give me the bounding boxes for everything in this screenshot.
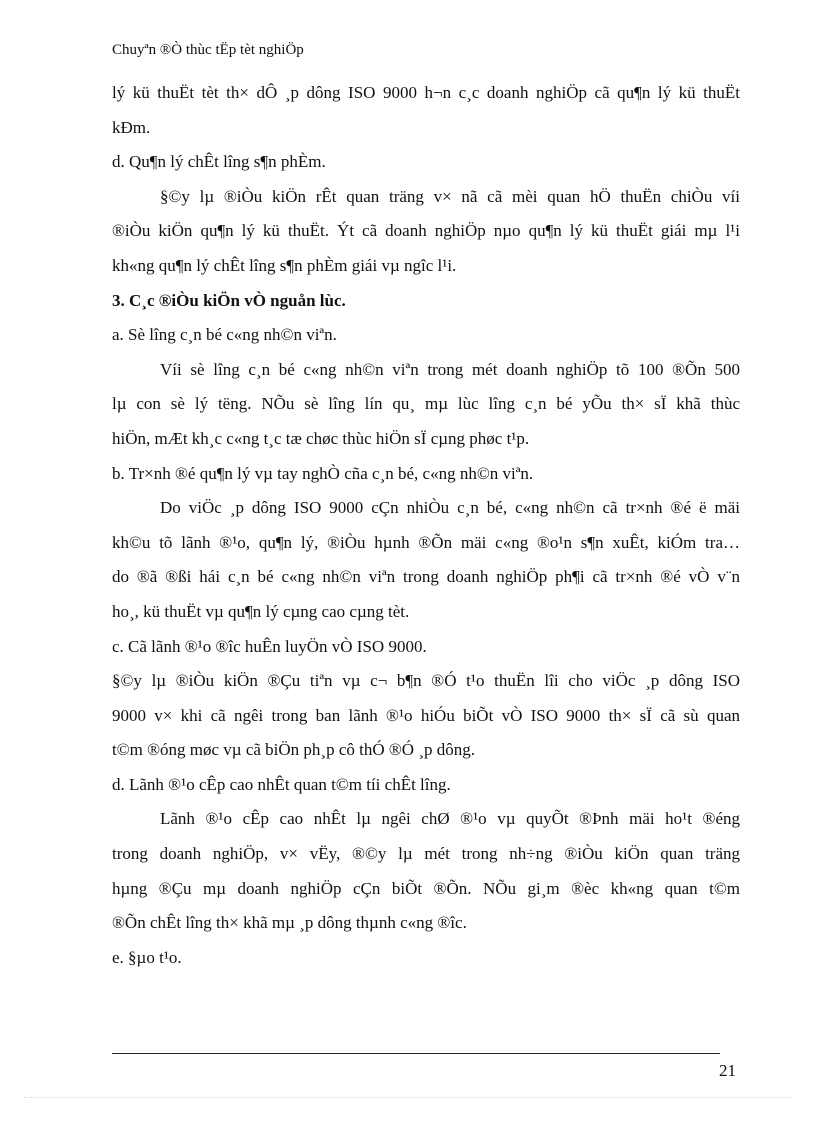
- subheading-training: e. §µo t¹o.: [112, 947, 182, 967]
- text-line: ®iÒu kiÖn qu¶n lý kü thuËt. Ýt cã doanh nghiÖp nµo qu¶n lý kü thuËt giái mµ l¹i: [112, 221, 740, 241]
- paragraph-top-management: [112, 802, 740, 940]
- subheading-quality-management: d. Qu¶n lý chÊt lîng s¶n phÈm.: [112, 152, 326, 172]
- text-line: t©m ®óng møc vµ cã biÖn ph¸p cô thÓ ®Ó ¸p dông.: [112, 740, 475, 760]
- text-line: kh«ng qu¶n lý chÊt lîng s¶n phÈm giái vµ ngîc l¹i.: [112, 255, 457, 275]
- text-line: lµ con sè lý tëng. NÕu sè lîng lín qu¸ mµ lùc lîng c¸n bé yÕu th× sÏ khã thùc: [112, 394, 740, 414]
- paragraph-technical-management-continued: [112, 76, 740, 145]
- text-line: §©y lµ ®iÒu kiÖn ®Çu tiªn vµ c¬ b¶n ®Ó t¹o thuËn lîi cho viÖc ¸p dông ISO: [112, 671, 740, 691]
- text-line: do ®ã ®ßi hái c¸n bé c«ng nh©n viªn trong doanh nghiÖp ph¶i cã tr×nh ®é vÒ v¨n: [112, 567, 740, 587]
- running-header: Chuyªn ®Ò thùc tËp tèt nghiÖp: [112, 42, 304, 58]
- text-line: trong doanh nghiÖp, v× vËy, ®©y lµ mét trong nh÷ng ®iÒu kiÖn quan träng: [112, 844, 740, 864]
- paragraph-staff-skills: [112, 491, 740, 629]
- text-line: ®Õn chÊt lîng th× khã mµ ¸p dông thµnh c«ng ®îc.: [112, 913, 467, 933]
- page-bottom-border: [24, 1097, 792, 1098]
- subheading-top-management: d. Lãnh ®¹o cÊp cao nhÊt quan t©m tíi chÊt lîng.: [112, 774, 451, 794]
- text-line: Do viÖc ¸p dông ISO 9000 cÇn nhiÒu c¸n bé, c«ng nh©n cã tr×nh ®é ë mäi: [160, 498, 740, 518]
- text-line: lý kü thuËt tèt th× dÔ ¸p dông ISO 9000 h¬n c¸c doanh nghiÖp cã qu¶n lý kü thuËt: [112, 83, 740, 102]
- text-line: Lãnh ®¹o cÊp cao nhÊt lµ ngêi chØ ®¹o vµ quyÕt ®Þnh mäi ho¹t ®éng: [160, 809, 740, 829]
- footer-divider: [112, 1053, 720, 1054]
- paragraph-quality-management: [112, 180, 740, 284]
- page-body: [112, 76, 740, 975]
- text-line: hµng ®Çu mµ doanh nghiÖp cÇn biÕt ®Õn. NÕu gi¸m ®èc kh«ng quan t©m: [112, 878, 740, 898]
- paragraph-trained-leadership: [112, 664, 740, 768]
- section-heading-resources: 3. C¸c ®iÒu kiÖn vÒ nguån lùc.: [112, 290, 346, 310]
- subheading-staff-skills: b. Tr×nh ®é qu¶n lý vµ tay nghÒ cña c¸n bé, c«ng nh©n viªn.: [112, 463, 534, 483]
- text-line: hiÖn, mÆt kh¸c c«ng t¸c tæ chøc thùc hiÖn sÏ cµng phøc t¹p.: [112, 428, 530, 448]
- page-number: 21: [719, 1061, 736, 1080]
- paragraph-staff-count: [112, 353, 740, 457]
- subheading-staff-count: a. Sè lîng c¸n bé c«ng nh©n viªn.: [112, 325, 337, 345]
- text-line: Víi sè lîng c¸n bé c«ng nh©n viªn trong mét doanh nghiÖp tõ 100 ®Õn 500: [160, 359, 740, 379]
- text-line: kÐm.: [112, 117, 151, 137]
- subheading-trained-leadership: c. Cã lãnh ®¹o ®îc huÊn luyÖn vÒ ISO 9000.: [112, 636, 427, 656]
- text-line: ho¸, kü thuËt vµ qu¶n lý cµng cao cµng tèt.: [112, 601, 410, 621]
- text-line: §©y lµ ®iÒu kiÖn rÊt quan träng v× nã cã mèi quan hÖ thuËn chiÒu víi: [160, 186, 740, 206]
- text-line: 9000 v× khi cã ngêi trong ban lãnh ®¹o hiÓu biÕt vÒ ISO 9000 th× sÏ cã sù quan: [112, 705, 740, 725]
- text-line: kh©u tõ lãnh ®¹o, qu¶n lý, ®iÒu hµnh ®Õn mäi c«ng ®o¹n s¶n xuÊt, kiÓm tra…: [112, 532, 740, 552]
